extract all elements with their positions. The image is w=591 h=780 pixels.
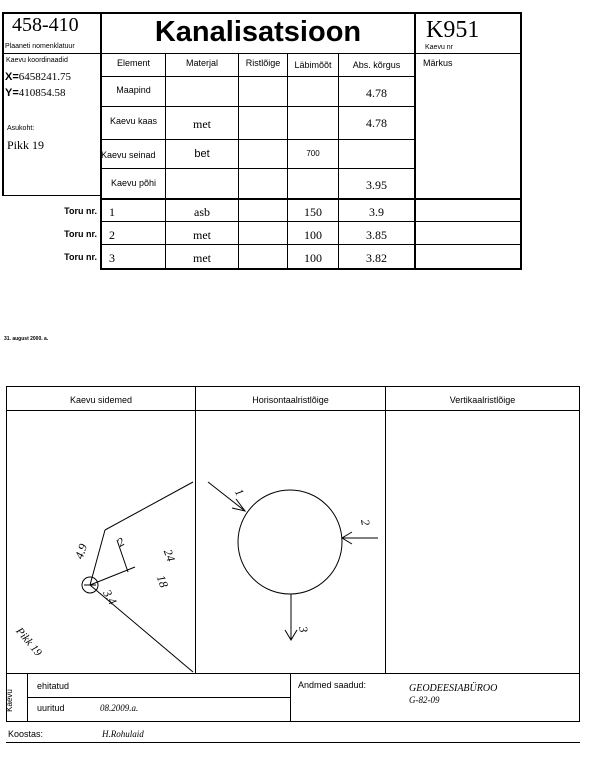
page-title: Kanalisatsioon	[154, 16, 362, 48]
date-note: 31. august 2000. a.	[4, 336, 49, 342]
well-circle-icon	[238, 490, 342, 594]
footer-mid-line	[27, 697, 290, 698]
pipe-material-2: met	[193, 228, 211, 242]
pipe-label-1: Toru nr.	[64, 206, 97, 216]
well-number: K951	[426, 17, 480, 43]
pipe-label-2: Toru nr.	[64, 229, 97, 239]
compiled-underline	[6, 742, 580, 743]
pipe-label-3: Toru nr.	[64, 252, 97, 262]
row-height-0: 4.78	[366, 86, 387, 100]
nomenclature-label: Plaaneti nomenklatuur	[5, 43, 75, 50]
pipe-no-1: 1	[109, 205, 115, 219]
built-label: ehitatud	[37, 681, 70, 691]
measured-label: uuritud	[37, 703, 65, 713]
section-label-2: 2	[358, 518, 373, 527]
location-label: Asukoht:	[7, 125, 35, 132]
row-height-1: 4.78	[366, 116, 387, 130]
pipe-no-3: 3	[109, 251, 115, 265]
footer-bottom	[6, 721, 580, 722]
horizontal-section-drawing	[208, 482, 378, 640]
sketch-header-vertical: Vertikaalristlõige	[449, 395, 516, 405]
ties-line-b	[90, 530, 105, 585]
compiled-label: Koostas:	[8, 729, 44, 739]
ties-drawing	[82, 482, 193, 672]
tie-label-4: 3.4	[100, 587, 120, 608]
pipe-diameter-1: 150	[304, 205, 322, 219]
coordinate-x-value: 6458241.75	[18, 71, 72, 83]
col-header-material: Materjal	[185, 58, 218, 68]
coordinate-y-value: 410854.58	[18, 87, 66, 99]
footer-col-1	[27, 674, 28, 722]
ties-line-a	[105, 482, 193, 530]
row-material-2: bet	[194, 148, 210, 160]
tie-label-1: 4.9	[71, 541, 91, 561]
tie-label-2: 2	[114, 534, 127, 550]
well-number-label: Kaevu nr	[425, 44, 454, 51]
tie-label-6: Pikk 19	[13, 625, 44, 659]
pipe-height-3: 3.82	[366, 251, 387, 265]
nomenclature: 458-410	[12, 14, 79, 36]
pipe-material-3: met	[193, 251, 211, 265]
pipe-height-1: 3.9	[369, 205, 384, 219]
section-label-1: 1	[231, 486, 247, 499]
pipe-height-2: 3.85	[366, 228, 387, 242]
pipe-1-line	[208, 482, 245, 511]
sketch-header-horizontal: Horisontaalristlõige	[252, 395, 329, 405]
row-element-1: Kaevu kaas	[109, 116, 158, 126]
col-header-note: Märkus	[423, 58, 453, 68]
measured-value: 08.2009.a.	[100, 703, 139, 713]
row-material-1: met	[193, 117, 211, 131]
coordinates-label: Kaevu koordinaadid	[6, 57, 68, 64]
row-diameter-2: 700	[306, 149, 320, 158]
compiled-value: H.Rohulaid	[102, 729, 144, 739]
col-header-diameter: Läbimõõt	[294, 60, 332, 70]
pipe-1-arrow-icon	[232, 499, 245, 511]
row-element-3: Kaevu põhi	[110, 178, 157, 188]
col-header-height: Abs. kõrgus	[352, 60, 401, 70]
ties-line-d	[90, 567, 135, 585]
footer-col-2	[290, 674, 291, 722]
pipe-diameter-2: 100	[304, 228, 322, 242]
source-value: GEODEESIABÜROO	[409, 683, 498, 694]
tie-label-5: 18	[153, 573, 172, 590]
row-element-0: Maapind	[116, 85, 151, 95]
pipe-no-2: 2	[109, 228, 115, 242]
location-value: Pikk 19	[7, 138, 45, 152]
source-code: G-82-09	[409, 695, 440, 705]
footer-side-label: Kaevu	[4, 689, 14, 712]
pipe-material-1: asb	[194, 205, 210, 219]
coordinate-x-prefix: X=	[5, 71, 19, 83]
col-header-section: Ristlõige	[245, 58, 281, 68]
coordinate-y-prefix: Y=	[5, 87, 19, 99]
pipe-diameter-3: 100	[304, 251, 322, 265]
row-element-2: Kaevu seinad	[101, 150, 156, 160]
tie-label-3: 24	[160, 547, 179, 564]
row-height-3: 3.95	[366, 178, 387, 192]
section-label-3: 3	[296, 625, 311, 634]
source-label: Andmed saadud:	[298, 680, 367, 690]
sketch-header-ties: Kaevu sidemed	[69, 395, 133, 405]
col-header-element: Element	[116, 58, 151, 68]
